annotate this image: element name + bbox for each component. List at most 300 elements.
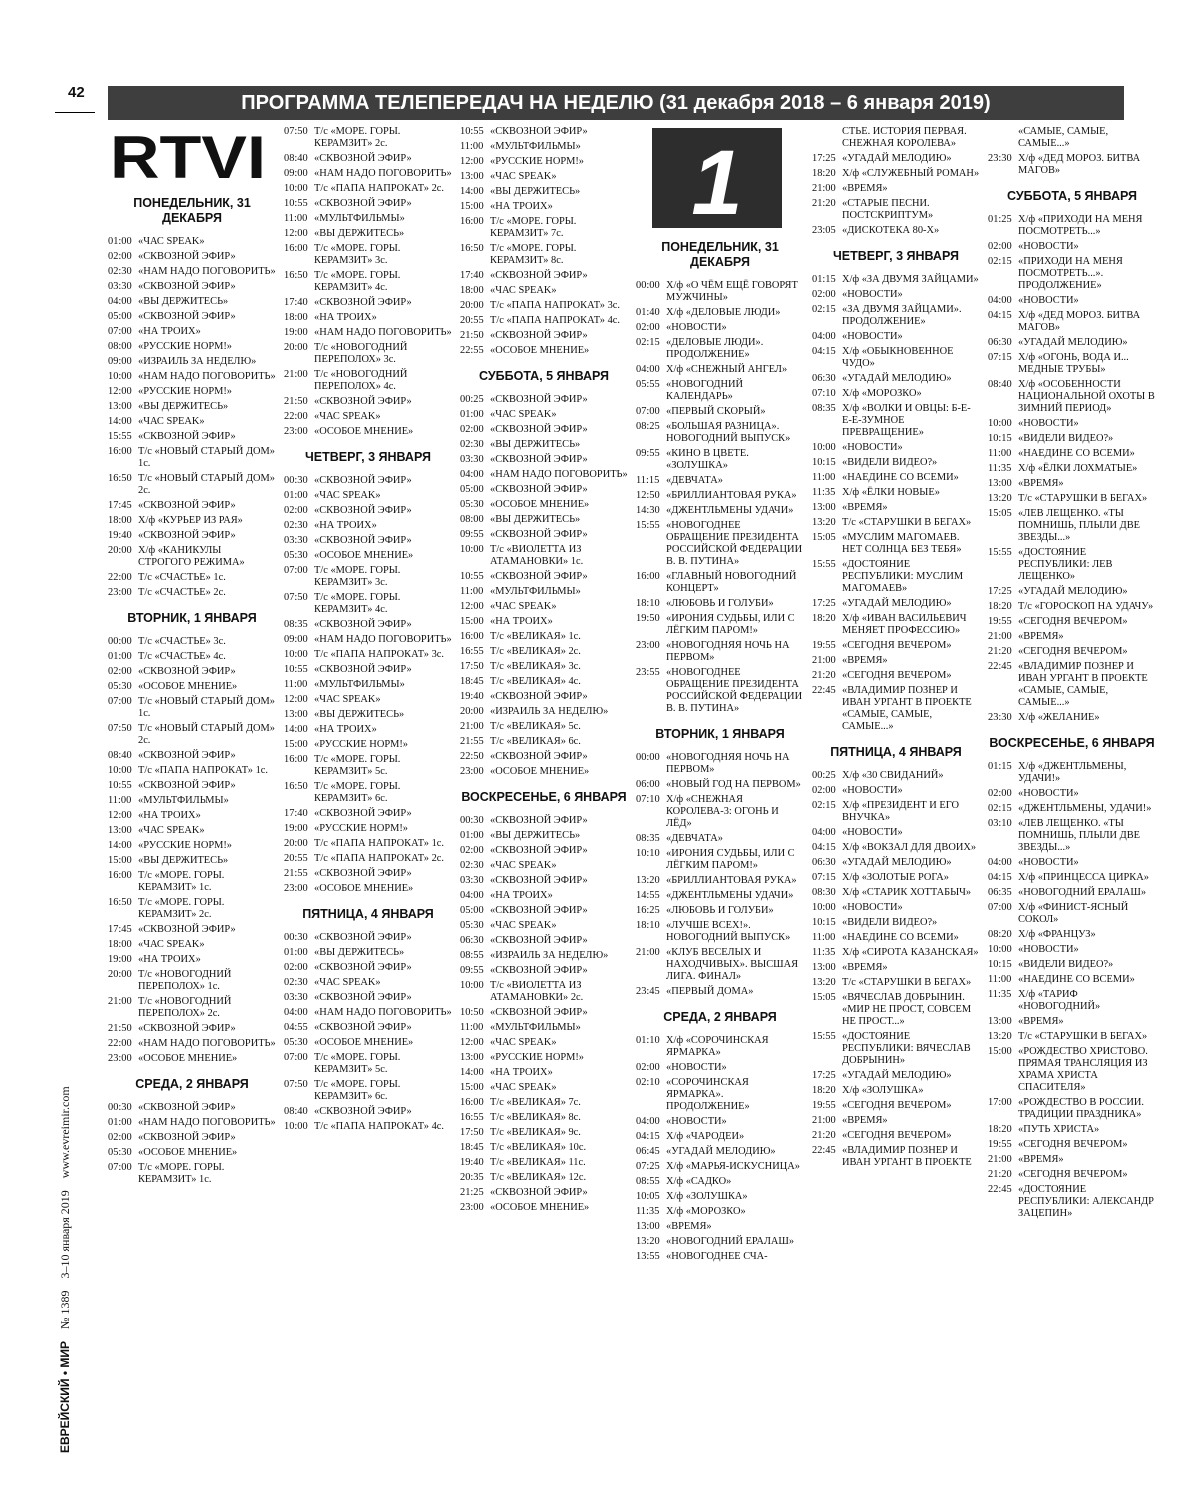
program-time: 20:55	[460, 315, 484, 326]
program-listing	[108, 666, 276, 678]
program-title: «НОВОГОДНИЙ ЕРАЛАШ»	[1018, 887, 1147, 898]
program-listing	[988, 379, 1156, 415]
program-title: «МУЛЬТФИЛЬМЫ»	[138, 795, 229, 806]
program-listing	[988, 256, 1156, 292]
program-title: Х/ф «ДЖЕНТЛЬМЕНЫ, УДАЧИ!»	[1018, 761, 1127, 784]
program-time: 15:55	[812, 1031, 836, 1042]
program-time: 08:35	[284, 619, 308, 630]
program-time: 18:20	[812, 613, 836, 624]
program-time: 10:00	[460, 980, 484, 991]
program-time: 18:10	[636, 920, 660, 931]
program-title: «НАЕДИНЕ СО ВСЕМИ»	[842, 472, 959, 483]
program-time: 10:00	[108, 765, 132, 776]
program-listing	[284, 198, 452, 210]
program-title: «ВЛАДИМИР ПОЗНЕР И ИВАН УРГАНТ В ПРОЕКТЕ	[842, 1145, 972, 1168]
program-listing	[284, 664, 452, 676]
program-time: 11:00	[284, 679, 308, 690]
program-listing	[108, 723, 276, 747]
program-time: 16:00	[636, 571, 660, 582]
program-listing	[460, 721, 628, 733]
program-title: «НАМ НАДО ПОГОВОРИТЬ»	[138, 1117, 276, 1128]
program-title: «ВЫ ДЕРЖИТЕСЬ»	[490, 514, 581, 525]
program-title: Т/с «ВЕЛИКАЯ» 4с.	[490, 676, 581, 687]
program-listing	[108, 386, 276, 398]
program-listing	[988, 1154, 1156, 1166]
program-time: 02:30	[460, 860, 484, 871]
program-title: «РУССКИЕ НОРМ!»	[138, 386, 232, 397]
program-time: 07:50	[284, 592, 308, 603]
page-number: 42	[68, 84, 85, 101]
program-title: «НОВОСТИ»	[1018, 857, 1079, 868]
program-listing	[636, 1236, 804, 1248]
program-time: 10:15	[812, 917, 836, 928]
program-title: «ЧАС SPEAK»	[490, 1082, 557, 1093]
program-time: 01:15	[812, 274, 836, 285]
program-time: 05:30	[284, 1037, 308, 1048]
program-time: 04:00	[812, 827, 836, 838]
program-time: 21:50	[284, 396, 308, 407]
program-title: «ЗА ДВУМЯ ЗАЙЦАМИ». ПРОДОЛЖЕНИЕ»	[842, 304, 962, 327]
program-listing	[108, 1162, 276, 1186]
program-time: 02:00	[812, 785, 836, 796]
program-time: 22:45	[812, 1145, 836, 1156]
program-time: 11:00	[812, 472, 836, 483]
program-listing	[636, 406, 804, 418]
program-time: 11:00	[460, 1022, 484, 1033]
program-time: 10:15	[988, 959, 1012, 970]
program-time: 02:00	[284, 962, 308, 973]
program-listing	[988, 712, 1156, 724]
program-listing	[460, 706, 628, 718]
program-title: «СКВОЗНОЙ ЭФИР»	[314, 808, 412, 819]
program-time: 07:00	[988, 902, 1012, 913]
program-title: «УГАДАЙ МЕЛОДИЮ»	[666, 1146, 776, 1157]
program-time: 04:00	[284, 1007, 308, 1018]
program-listing	[636, 598, 804, 610]
program-title: «ВРЕМЯ»	[1018, 1154, 1064, 1165]
program-title: «ЧАС SPEAK»	[490, 285, 557, 296]
program-title: «НАМ НАДО ПОГОВОРИТЬ»	[490, 469, 628, 480]
program-listing	[812, 1145, 980, 1169]
program-time: 00:00	[636, 752, 660, 763]
program-listing	[812, 198, 980, 222]
program-listing	[636, 667, 804, 715]
program-listing	[460, 1157, 628, 1169]
program-listing	[284, 1022, 452, 1034]
program-time: 02:15	[812, 304, 836, 315]
program-time: 07:15	[988, 352, 1012, 363]
program-time: 22:45	[812, 685, 836, 696]
program-listing	[812, 457, 980, 469]
program-time: 01:00	[108, 236, 132, 247]
program-listing	[988, 153, 1156, 177]
program-time: 08:25	[636, 421, 660, 432]
program-time: 22:45	[988, 661, 1012, 672]
program-listing	[284, 1007, 452, 1019]
program-title: «ВРЕМЯ»	[842, 502, 888, 513]
program-listing	[284, 396, 452, 408]
program-title: Т/с «НОВОГОДНИЙ ПЕРЕПОЛОХ» 2с.	[138, 996, 232, 1019]
program-listing	[108, 500, 276, 512]
program-time: 10:55	[460, 571, 484, 582]
program-title: Т/с «МОРЕ. ГОРЫ. КЕРАМЗИТ» 3с.	[314, 243, 401, 266]
program-time: 13:00	[460, 1052, 484, 1063]
program-time: 19:55	[988, 1139, 1012, 1150]
program-title: «ВРЕМЯ»	[1018, 478, 1064, 489]
program-listing	[284, 270, 452, 294]
program-listing	[108, 780, 276, 792]
program-listing	[812, 472, 980, 484]
program-listing	[636, 833, 804, 845]
program-time: 15:05	[812, 992, 836, 1003]
program-time: 16:50	[284, 781, 308, 792]
program-title: Т/с «ВЕЛИКАЯ» 2с.	[490, 646, 581, 657]
program-title: «ВЫ ДЕРЖИТЕСЬ»	[490, 830, 581, 841]
program-title: Х/ф «ОГОНЬ, ВОДА И... МЕДНЫЕ ТРУБЫ»	[1018, 352, 1129, 375]
program-time: 22:50	[460, 751, 484, 762]
program-time: 08:40	[284, 153, 308, 164]
program-title: «ВЯЧЕСЛАВ ДОБРЫНИН. «МИР НЕ ПРОСТ, СОВСЕМ НЕ ПРОСТ...»	[842, 992, 972, 1027]
program-time: 07:50	[284, 126, 308, 137]
program-listing	[108, 572, 276, 584]
program-listing	[108, 681, 276, 693]
program-time: 06:35	[988, 887, 1012, 898]
program-time: 03:30	[284, 535, 308, 546]
program-time: 02:00	[460, 424, 484, 435]
program-time: 19:00	[284, 823, 308, 834]
program-time: 21:55	[460, 736, 484, 747]
program-listing	[988, 818, 1156, 854]
day-heading: ПЯТНИЦА, 4 ЯНВАРЯ	[830, 745, 962, 759]
program-listing	[284, 411, 452, 423]
program-time: 10:00	[284, 1121, 308, 1132]
issue-number: № 1389	[58, 1290, 72, 1329]
program-title: Х/ф «ЧАРОДЕИ»	[666, 1131, 745, 1142]
page-title: ПРОГРАММА ТЕЛЕПЕРЕДАЧ НА НЕДЕЛЮ (31 декабря 2018 – 6 января 2019)	[108, 86, 1124, 120]
program-listing	[460, 1112, 628, 1124]
program-listing	[636, 613, 804, 637]
program-title: «НОВОСТИ»	[666, 1116, 727, 1127]
program-time: 23:00	[108, 587, 132, 598]
program-time: 04:00	[988, 857, 1012, 868]
program-title: «НА ТРОИХ»	[314, 312, 377, 323]
program-time: 09:00	[284, 168, 308, 179]
program-time: 07:50	[284, 1079, 308, 1090]
channel-one-logo	[652, 128, 782, 228]
program-time: 23:05	[812, 225, 836, 236]
schedule-column	[812, 126, 980, 1266]
program-title: Х/ф «ОСОБЕННОСТИ НАЦИОНАЛЬНОЙ ОХОТЫ В ЗИМНИЙ ПЕРИОД»	[1018, 379, 1155, 414]
program-title: Т/с «МОРЕ. ГОРЫ. КЕРАМЗИТ» 5с.	[314, 754, 401, 777]
program-listing	[636, 337, 804, 361]
program-title: «СЕГОДНЯ ВЕЧЕРОМ»	[842, 670, 952, 681]
program-listing	[460, 965, 628, 977]
program-listing	[284, 1079, 452, 1103]
program-time: 11:35	[636, 1206, 660, 1217]
program-listing	[284, 535, 452, 547]
program-listing	[812, 1070, 980, 1082]
program-time: 14:00	[108, 416, 132, 427]
program-title: «НОВОГОДНЕЕ ОБРАЩЕНИЕ ПРЕЗИДЕНТА РОССИЙСКОЙ ФЕДЕРАЦИИ В. В. ПУТИНА»	[666, 667, 803, 714]
program-title: «СКВОЗНОЙ ЭФИР»	[138, 750, 236, 761]
program-listing	[460, 1127, 628, 1139]
program-time: 02:30	[108, 266, 132, 277]
program-listing	[460, 736, 628, 748]
program-listing	[460, 484, 628, 496]
program-listing	[636, 1035, 804, 1059]
program-title: «НОВОСТИ»	[1018, 295, 1079, 306]
program-time: 00:00	[636, 280, 660, 291]
program-listing	[988, 616, 1156, 628]
program-listing	[108, 855, 276, 867]
program-listing	[108, 515, 276, 527]
program-listing	[812, 598, 980, 610]
program-listing	[108, 1053, 276, 1065]
program-title: «МУСЛИМ МАГОМАЕВ. НЕТ СОЛНЦА БЕЗ ТЕБЯ»	[842, 532, 962, 555]
program-listing	[460, 394, 628, 406]
program-listing	[460, 646, 628, 658]
program-listing	[108, 696, 276, 720]
program-time: 03:30	[460, 454, 484, 465]
program-title: «НОВОСТИ»	[842, 902, 903, 913]
program-title: «ВЫ ДЕРЖИТЕСЬ»	[138, 296, 229, 307]
program-title: Т/с «ВЕЛИКАЯ» 11с.	[490, 1157, 586, 1168]
program-title: Х/ф «ДЕД МОРОЗ. БИТВА МАГОВ»	[1018, 153, 1141, 176]
svg-text:1: 1	[691, 132, 743, 228]
program-listing	[284, 213, 452, 225]
program-time: 06:30	[988, 337, 1012, 348]
program-listing	[812, 487, 980, 499]
program-time: 23:00	[284, 883, 308, 894]
program-listing	[460, 171, 628, 183]
program-title: «СКВОЗНОЙ ЭФИР»	[138, 251, 236, 262]
program-listing	[988, 337, 1156, 349]
program-title: «ИРОНИЯ СУДЬБЫ, ИЛИ С ЛЁГКИМ ПАРОМ!»	[666, 613, 795, 636]
program-listing	[460, 1037, 628, 1049]
program-listing	[636, 448, 804, 472]
program-title: Т/с «НОВЫЙ СТАРЫЙ ДОМ» 2с.	[138, 723, 275, 746]
program-listing	[812, 373, 980, 385]
program-listing	[284, 183, 452, 195]
program-listing	[460, 201, 628, 213]
program-time: 10:00	[108, 371, 132, 382]
program-title: «НА ТРОИХ»	[490, 616, 553, 627]
program-listing	[812, 917, 980, 929]
program-title: «СКВОЗНОЙ ЭФИР»	[490, 905, 588, 916]
program-time: 10:00	[460, 544, 484, 555]
program-time: 18:45	[460, 1142, 484, 1153]
program-listing	[284, 947, 452, 959]
program-listing	[988, 661, 1156, 709]
program-title: «ОСОБОЕ МНЕНИЕ»	[314, 1037, 414, 1048]
program-listing	[988, 547, 1156, 583]
program-title: «ДЖЕНТЛЬМЕНЫ УДАЧИ»	[666, 890, 794, 901]
program-time	[988, 126, 1018, 150]
program-listing	[460, 1052, 628, 1064]
program-listing	[460, 409, 628, 421]
program-title: «НАЕДИНЕ СО ВСЕМИ»	[842, 932, 959, 943]
program-time: 17:45	[108, 500, 132, 511]
program-listing	[636, 1161, 804, 1173]
program-time: 21:50	[108, 1023, 132, 1034]
program-time: 21:00	[812, 183, 836, 194]
program-time: 05:30	[460, 499, 484, 510]
day-heading: ВТОРНИК, 1 ЯНВАРЯ	[655, 727, 785, 741]
program-listing	[108, 251, 276, 263]
program-title: «ЧАС SPEAK»	[490, 920, 557, 931]
program-listing	[460, 586, 628, 598]
program-listing	[636, 379, 804, 403]
program-title: «СЕГОДНЯ ВЕЧЕРОМ»	[1018, 646, 1128, 657]
program-listing	[108, 1023, 276, 1035]
program-listing	[460, 875, 628, 887]
program-listing	[284, 369, 452, 393]
program-title: «РУССКИЕ НОРМ!»	[490, 1052, 584, 1063]
program-listing	[460, 845, 628, 857]
program-time: 17:40	[284, 808, 308, 819]
website: www.evreimir.com	[58, 1086, 72, 1179]
program-title: «НАМ НАДО ПОГОВОРИТЬ»	[138, 266, 276, 277]
program-time: 17:25	[812, 598, 836, 609]
program-listing	[812, 670, 980, 682]
program-time: 05:55	[636, 379, 660, 390]
program-title: Х/ф «ПРИХОДИ НА МЕНЯ ПОСМОТРЕТЬ...»	[1018, 214, 1143, 237]
program-listing	[460, 1142, 628, 1154]
program-listing	[812, 388, 980, 400]
program-listing	[636, 947, 804, 983]
program-title: «СЕГОДНЯ ВЕЧЕРОМ»	[842, 1100, 952, 1111]
day-heading: СУББОТА, 5 ЯНВАРЯ	[1006, 189, 1138, 203]
program-time: 16:00	[284, 243, 308, 254]
program-title: Т/с «МОРЕ. ГОРЫ. КЕРАМЗИТ» 2с.	[314, 126, 401, 149]
program-listing	[108, 651, 276, 663]
program-title: «ВРЕМЯ»	[842, 962, 888, 973]
program-listing	[460, 141, 628, 153]
program-time: 13:00	[812, 502, 836, 513]
program-time: 02:30	[460, 439, 484, 450]
program-time: 17:25	[812, 1070, 836, 1081]
program-time: 08:55	[460, 950, 484, 961]
program-title: Т/с «ВЕЛИКАЯ» 1с.	[490, 631, 581, 642]
program-title: Т/с «НОВЫЙ СТАРЫЙ ДОМ» 1с.	[138, 696, 275, 719]
program-time: 10:55	[108, 780, 132, 791]
program-title: Х/ф «ДЕЛОВЫЕ ЛЮДИ»	[666, 307, 781, 318]
program-time: 07:00	[284, 1052, 308, 1063]
program-listing	[988, 989, 1156, 1013]
program-listing	[108, 1038, 276, 1050]
program-listing	[812, 1085, 980, 1097]
program-title: «УГАДАЙ МЕЛОДИЮ»	[842, 857, 952, 868]
program-time: 23:55	[636, 667, 660, 678]
program-listing	[460, 529, 628, 541]
program-time: 13:00	[812, 962, 836, 973]
program-time: 01:00	[284, 490, 308, 501]
program-time: 17:50	[460, 661, 484, 672]
program-title: Х/ф «МАРЬЯ-ИСКУСНИЦА»	[666, 1161, 800, 1172]
program-listing	[284, 243, 452, 267]
program-title: «СЕГОДНЯ ВЕЧЕРОМ»	[1018, 1169, 1128, 1180]
program-listing	[812, 403, 980, 439]
program-listing	[812, 346, 980, 370]
program-title: Т/с «СТАРУШКИ В БЕГАХ»	[1018, 493, 1148, 504]
program-time: 09:00	[108, 356, 132, 367]
program-title: Т/с «ПАПА НАПРОКАТ» 2с.	[314, 183, 444, 194]
program-title: «НОВОСТИ»	[842, 785, 903, 796]
program-title: Х/ф «СЛУЖЕБНЫЙ РОМАН»	[842, 168, 980, 179]
program-time: 19:00	[108, 954, 132, 965]
program-title: Х/ф «ЗОЛУШКА»	[666, 1191, 748, 1202]
program-time: 07:00	[108, 1162, 132, 1173]
program-time: 21:20	[988, 646, 1012, 657]
program-listing	[108, 401, 276, 413]
program-listing	[988, 586, 1156, 598]
program-title: «МУЛЬТФИЛЬМЫ»	[314, 679, 405, 690]
program-time: 01:40	[636, 307, 660, 318]
program-title: Т/с «ВЕЛИКАЯ» 9с.	[490, 1127, 581, 1138]
program-time: 15:00	[108, 855, 132, 866]
program-listing	[284, 1121, 452, 1133]
program-time: 15:00	[460, 201, 484, 212]
program-time: 20:00	[284, 342, 308, 353]
program-time: 15:55	[636, 520, 660, 531]
program-time: 14:00	[108, 840, 132, 851]
program-listing	[460, 691, 628, 703]
program-time: 09:00	[284, 634, 308, 645]
program-time: 21:00	[988, 631, 1012, 642]
program-title: «ПУТЬ ХРИСТА»	[1018, 1124, 1100, 1135]
program-listing	[460, 439, 628, 451]
program-listing	[812, 613, 980, 637]
program-title: Х/ф «ЗА ДВУМЯ ЗАЙЦАМИ»	[842, 274, 979, 285]
program-title: «СКВОЗНОЙ ЭФИР»	[138, 1102, 236, 1113]
program-time: 03:30	[460, 875, 484, 886]
program-listing	[284, 550, 452, 562]
program-listing	[108, 281, 276, 293]
program-title: «ГЛАВНЫЙ НОВОГОДНИЙ КОНЦЕРТ»	[666, 571, 797, 594]
program-listing	[988, 601, 1156, 613]
program-time: 14:00	[284, 724, 308, 735]
program-listing	[988, 902, 1156, 926]
program-listing	[460, 1022, 628, 1034]
program-title: «ЛЕВ ЛЕЩЕНКО. «ТЫ ПОМНИШЬ, ПЛЫЛИ ДВЕ ЗВЕЗДЫ...»	[1018, 508, 1141, 543]
program-title: «ВРЕМЯ»	[842, 655, 888, 666]
program-title: Т/с «ПАПА НАПРОКАТ» 3с.	[490, 300, 620, 311]
day-heading: СРЕДА, 2 ЯНВАРЯ	[663, 1010, 777, 1024]
program-listing	[636, 1146, 804, 1158]
program-listing	[460, 571, 628, 583]
program-listing	[284, 490, 452, 502]
program-time: 10:10	[636, 848, 660, 859]
program-time: 23:30	[988, 712, 1012, 723]
program-title: Т/с «МОРЕ. ГОРЫ. КЕРАМЗИТ» 8с.	[490, 243, 577, 266]
program-listing	[460, 454, 628, 466]
program-title: «НОВОГОДНЕЕ СЧА-	[666, 1251, 768, 1262]
program-listing	[988, 448, 1156, 460]
program-title: «НОВОСТИ»	[666, 1062, 727, 1073]
program-listing	[460, 1007, 628, 1019]
program-listing	[108, 416, 276, 428]
program-title: Т/с «МОРЕ. ГОРЫ. КЕРАМЗИТ» 4с.	[314, 270, 401, 293]
program-listing	[108, 765, 276, 777]
program-listing	[812, 770, 980, 782]
program-listing	[988, 857, 1156, 869]
program-time: 13:20	[636, 1236, 660, 1247]
program-time: 00:30	[284, 932, 308, 943]
program-time: 19:40	[460, 1157, 484, 1168]
program-title: Т/с «НОВОГОДНИЙ ПЕРЕПОЛОХ» 1с.	[138, 969, 232, 992]
program-title: «НА ТРОИХ»	[138, 954, 201, 965]
program-title: «СКВОЗНОЙ ЭФИР»	[314, 868, 412, 879]
